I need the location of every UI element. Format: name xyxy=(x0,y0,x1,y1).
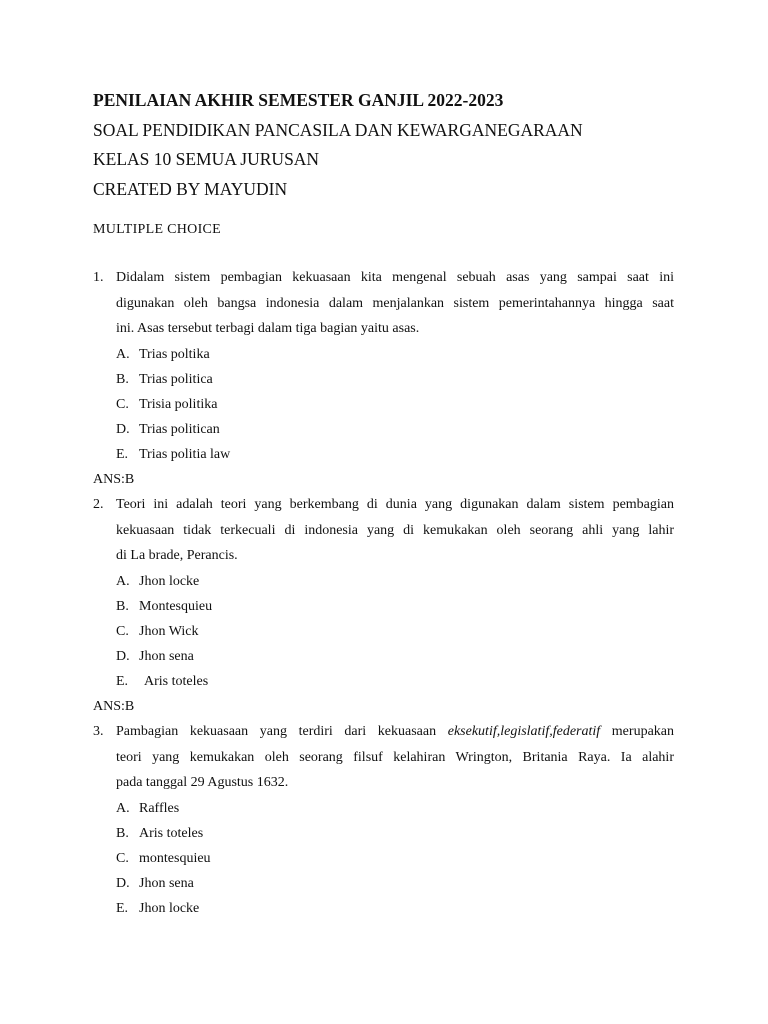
option-list xyxy=(93,342,674,468)
question-stem xyxy=(93,719,674,796)
option-b xyxy=(93,367,674,392)
option-list xyxy=(93,796,674,922)
question-stem xyxy=(93,265,674,342)
option-text: Jhon locke xyxy=(139,901,200,917)
question-text-italic: eksekutif,legislatif,federatif xyxy=(447,724,601,740)
option-letter: D. xyxy=(116,876,130,892)
option-e xyxy=(93,896,674,921)
question-number: 3. xyxy=(93,724,104,740)
option-text: Raffles xyxy=(139,800,180,816)
option-text: Trias poltika xyxy=(139,346,210,362)
question-1 xyxy=(93,265,674,492)
option-letter: C. xyxy=(116,396,129,412)
option-b xyxy=(93,821,674,846)
exam-subject: SOAL PENDIDIKAN PANCASILA DAN KEWARGANEGARAAN xyxy=(93,119,583,140)
option-d xyxy=(93,644,674,669)
option-letter: E. xyxy=(116,447,129,463)
question-number: 2. xyxy=(93,497,104,513)
option-a xyxy=(93,796,674,821)
option-c xyxy=(93,392,674,417)
option-text: Jhon locke xyxy=(139,573,200,589)
option-text: Trias politia law xyxy=(139,447,231,463)
exam-class: KELAS 10 SEMUA JURUSAN xyxy=(93,149,320,169)
option-text: Aris toteles xyxy=(144,674,209,690)
option-text: Trias politican xyxy=(139,422,220,438)
option-letter: B. xyxy=(116,371,129,387)
option-e xyxy=(93,669,674,694)
question-text-line: digunakan oleh bangsa indonesia dalam menjalankan sistem pemerintahannya hingga saat xyxy=(116,295,674,311)
option-text: Montesquieu xyxy=(139,598,213,614)
option-a xyxy=(93,569,674,594)
option-list xyxy=(93,569,674,695)
question-text-line xyxy=(116,719,674,745)
option-letter: B. xyxy=(116,825,129,841)
option-text: montesquieu xyxy=(139,850,211,866)
option-d xyxy=(93,417,674,442)
question-text-line: ini. Asas tersebut terbagi dalam tiga bagian yaitu asas. xyxy=(116,321,420,336)
answer-key: ANS:B xyxy=(93,471,135,487)
option-letter: E. xyxy=(116,674,129,690)
option-letter: A. xyxy=(116,573,130,589)
exam-author: CREATED BY MAYUDIN xyxy=(93,178,288,199)
question-list xyxy=(93,265,674,922)
option-text: Jhon Wick xyxy=(139,623,199,639)
question-text-segment: merupakan xyxy=(611,724,674,740)
section-title: MULTIPLE CHOICE xyxy=(93,222,222,237)
question-text-line: Teori ini adalah teori yang berkembang di dunia yang digunakan dalam sistem pembagian xyxy=(116,497,674,513)
option-text: Trisia politika xyxy=(139,396,218,412)
question-number: 1. xyxy=(93,270,104,285)
document-header xyxy=(93,86,583,204)
option-e xyxy=(93,442,674,467)
question-text-line: kekuasaan tidak terkecuali di indonesia yang di kemukakan oleh seorang ahli yang lahir xyxy=(116,522,674,538)
option-text: Jhon sena xyxy=(139,649,194,665)
option-c xyxy=(93,846,674,871)
option-c xyxy=(93,619,674,644)
question-text-line: teori yang kemukakan oleh seorang filsuf kelahiran Wrington, Britania Raya. Ia alahir xyxy=(116,749,674,765)
option-letter: C. xyxy=(116,623,129,639)
option-letter: D. xyxy=(116,422,130,438)
question-text-segment: Pambagian kekuasaan yang terdiri dari kekuasaan xyxy=(116,724,437,740)
option-text: Aris toteles xyxy=(139,825,204,841)
exam-title: PENILAIAN AKHIR SEMESTER GANJIL 2022-2023 xyxy=(93,90,504,110)
answer-key: ANS:B xyxy=(93,698,135,714)
option-letter: E. xyxy=(116,901,129,917)
question-text-line: di La brade, Perancis. xyxy=(116,548,238,564)
option-text: Jhon sena xyxy=(139,876,194,892)
option-a xyxy=(93,342,674,367)
option-text: Trias politica xyxy=(139,371,213,387)
option-d xyxy=(93,871,674,896)
option-letter: C. xyxy=(116,850,129,866)
option-letter: B. xyxy=(116,598,129,614)
question-text-line: Didalam sistem pembagian kekuasaan kita mengenal sebuah asas yang sampai saat ini xyxy=(116,270,674,285)
option-letter: D. xyxy=(116,649,130,665)
question-stem xyxy=(93,492,674,569)
question-2 xyxy=(93,492,674,719)
option-letter: A. xyxy=(116,346,130,362)
question-3 xyxy=(93,719,674,922)
option-letter: A. xyxy=(116,800,130,816)
option-b xyxy=(93,594,674,619)
question-text-line: pada tanggal 29 Agustus 1632. xyxy=(116,775,289,791)
